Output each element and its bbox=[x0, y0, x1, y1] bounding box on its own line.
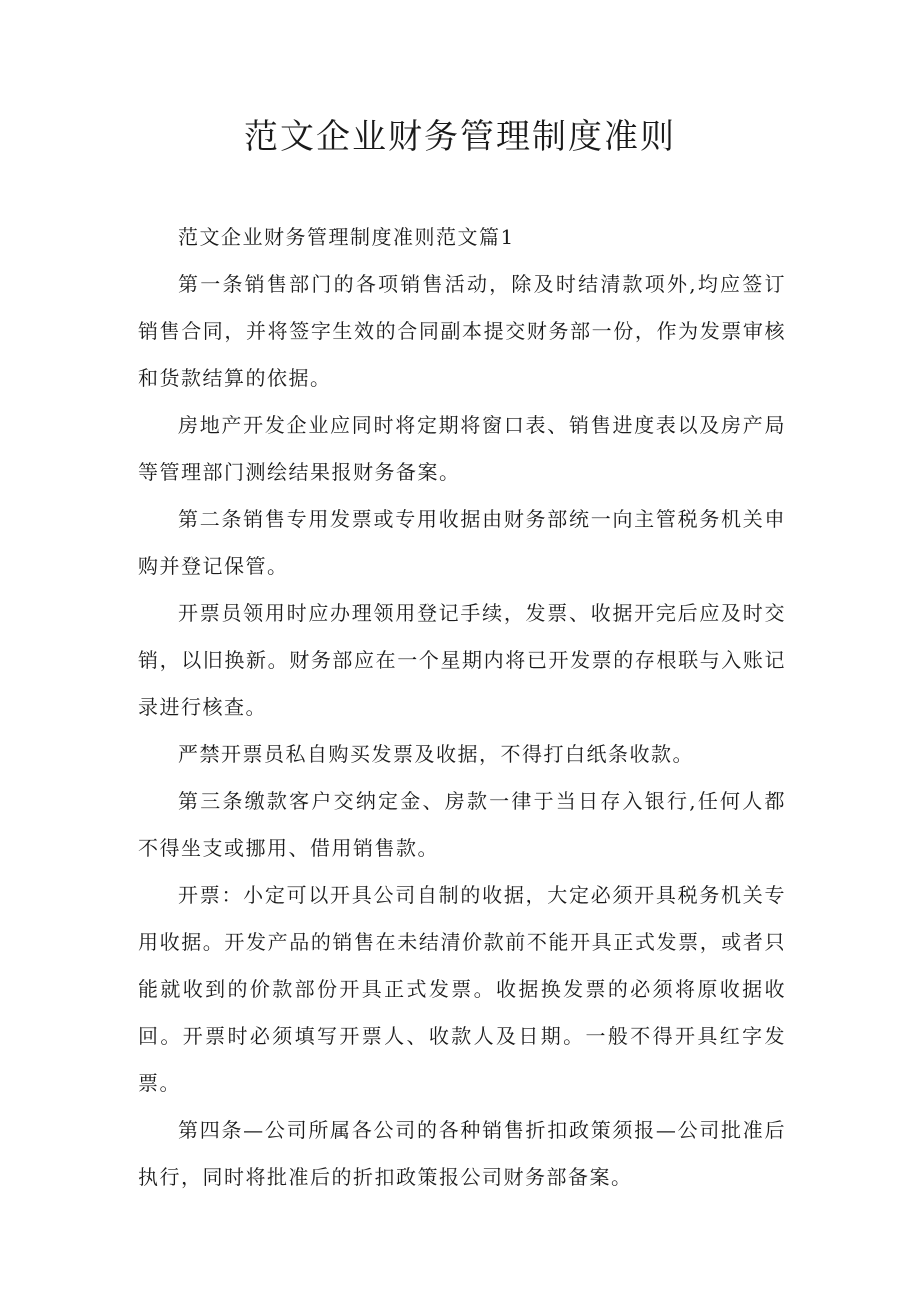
paragraph-article-2: 第二条销售专用发票或专用收据由财务部统一向主管税务机关申购并登记保管。 bbox=[138, 507, 786, 578]
paragraph-article-1: 第一条销售部门的各项销售活动，除及时结清款项外,均应签订销售合同，并将签字生效的合同副本提交财务部一份，作为发票审核和货款结算的依据。 bbox=[138, 272, 786, 390]
paragraph-real-estate-filing: 房地产开发企业应同时将定期将窗口表、销售进度表以及房产局等管理部门测绘结果报财务备案。 bbox=[138, 413, 786, 484]
document-body bbox=[138, 214, 786, 1201]
paragraph-article-4: 第四条—公司所属各公司的各种销售折扣政策须报—公司批准后执行，同时将批准后的折扣政策报公司财务部备案。 bbox=[138, 1118, 786, 1189]
paragraph-invoice-issuing: 开票员领用时应办理领用登记手续，发票、收据开完后应及时交销，以旧换新。财务部应在一个星期内将已开发票的存根联与入账记录进行核查。 bbox=[138, 601, 786, 719]
section-heading: 范文企业财务管理制度准则范文篇1 bbox=[178, 225, 515, 249]
paragraph-article-3: 第三条缴款客户交纳定金、房款一律于当日存入银行,任何人都不得坐支或挪用、借用销售款。 bbox=[138, 789, 786, 860]
paragraph-billing-rules: 开票：小定可以开具公司自制的收据，大定必须开具税务机关专用收据。开发产品的销售在未结清价款前不能开具正式发票，或者只能就收到的价款部份开具正式发票。收据换发票的必须将原收据收回。开票时必须填写开票人、收款人及日期。一般不得开具红字发票。 bbox=[138, 883, 786, 1095]
paragraph-prohibition: 严禁开票员私自购买发票及收据，不得打白纸条收款。 bbox=[178, 742, 694, 766]
document-title: 范文企业财务管理制度准则 bbox=[244, 117, 676, 157]
